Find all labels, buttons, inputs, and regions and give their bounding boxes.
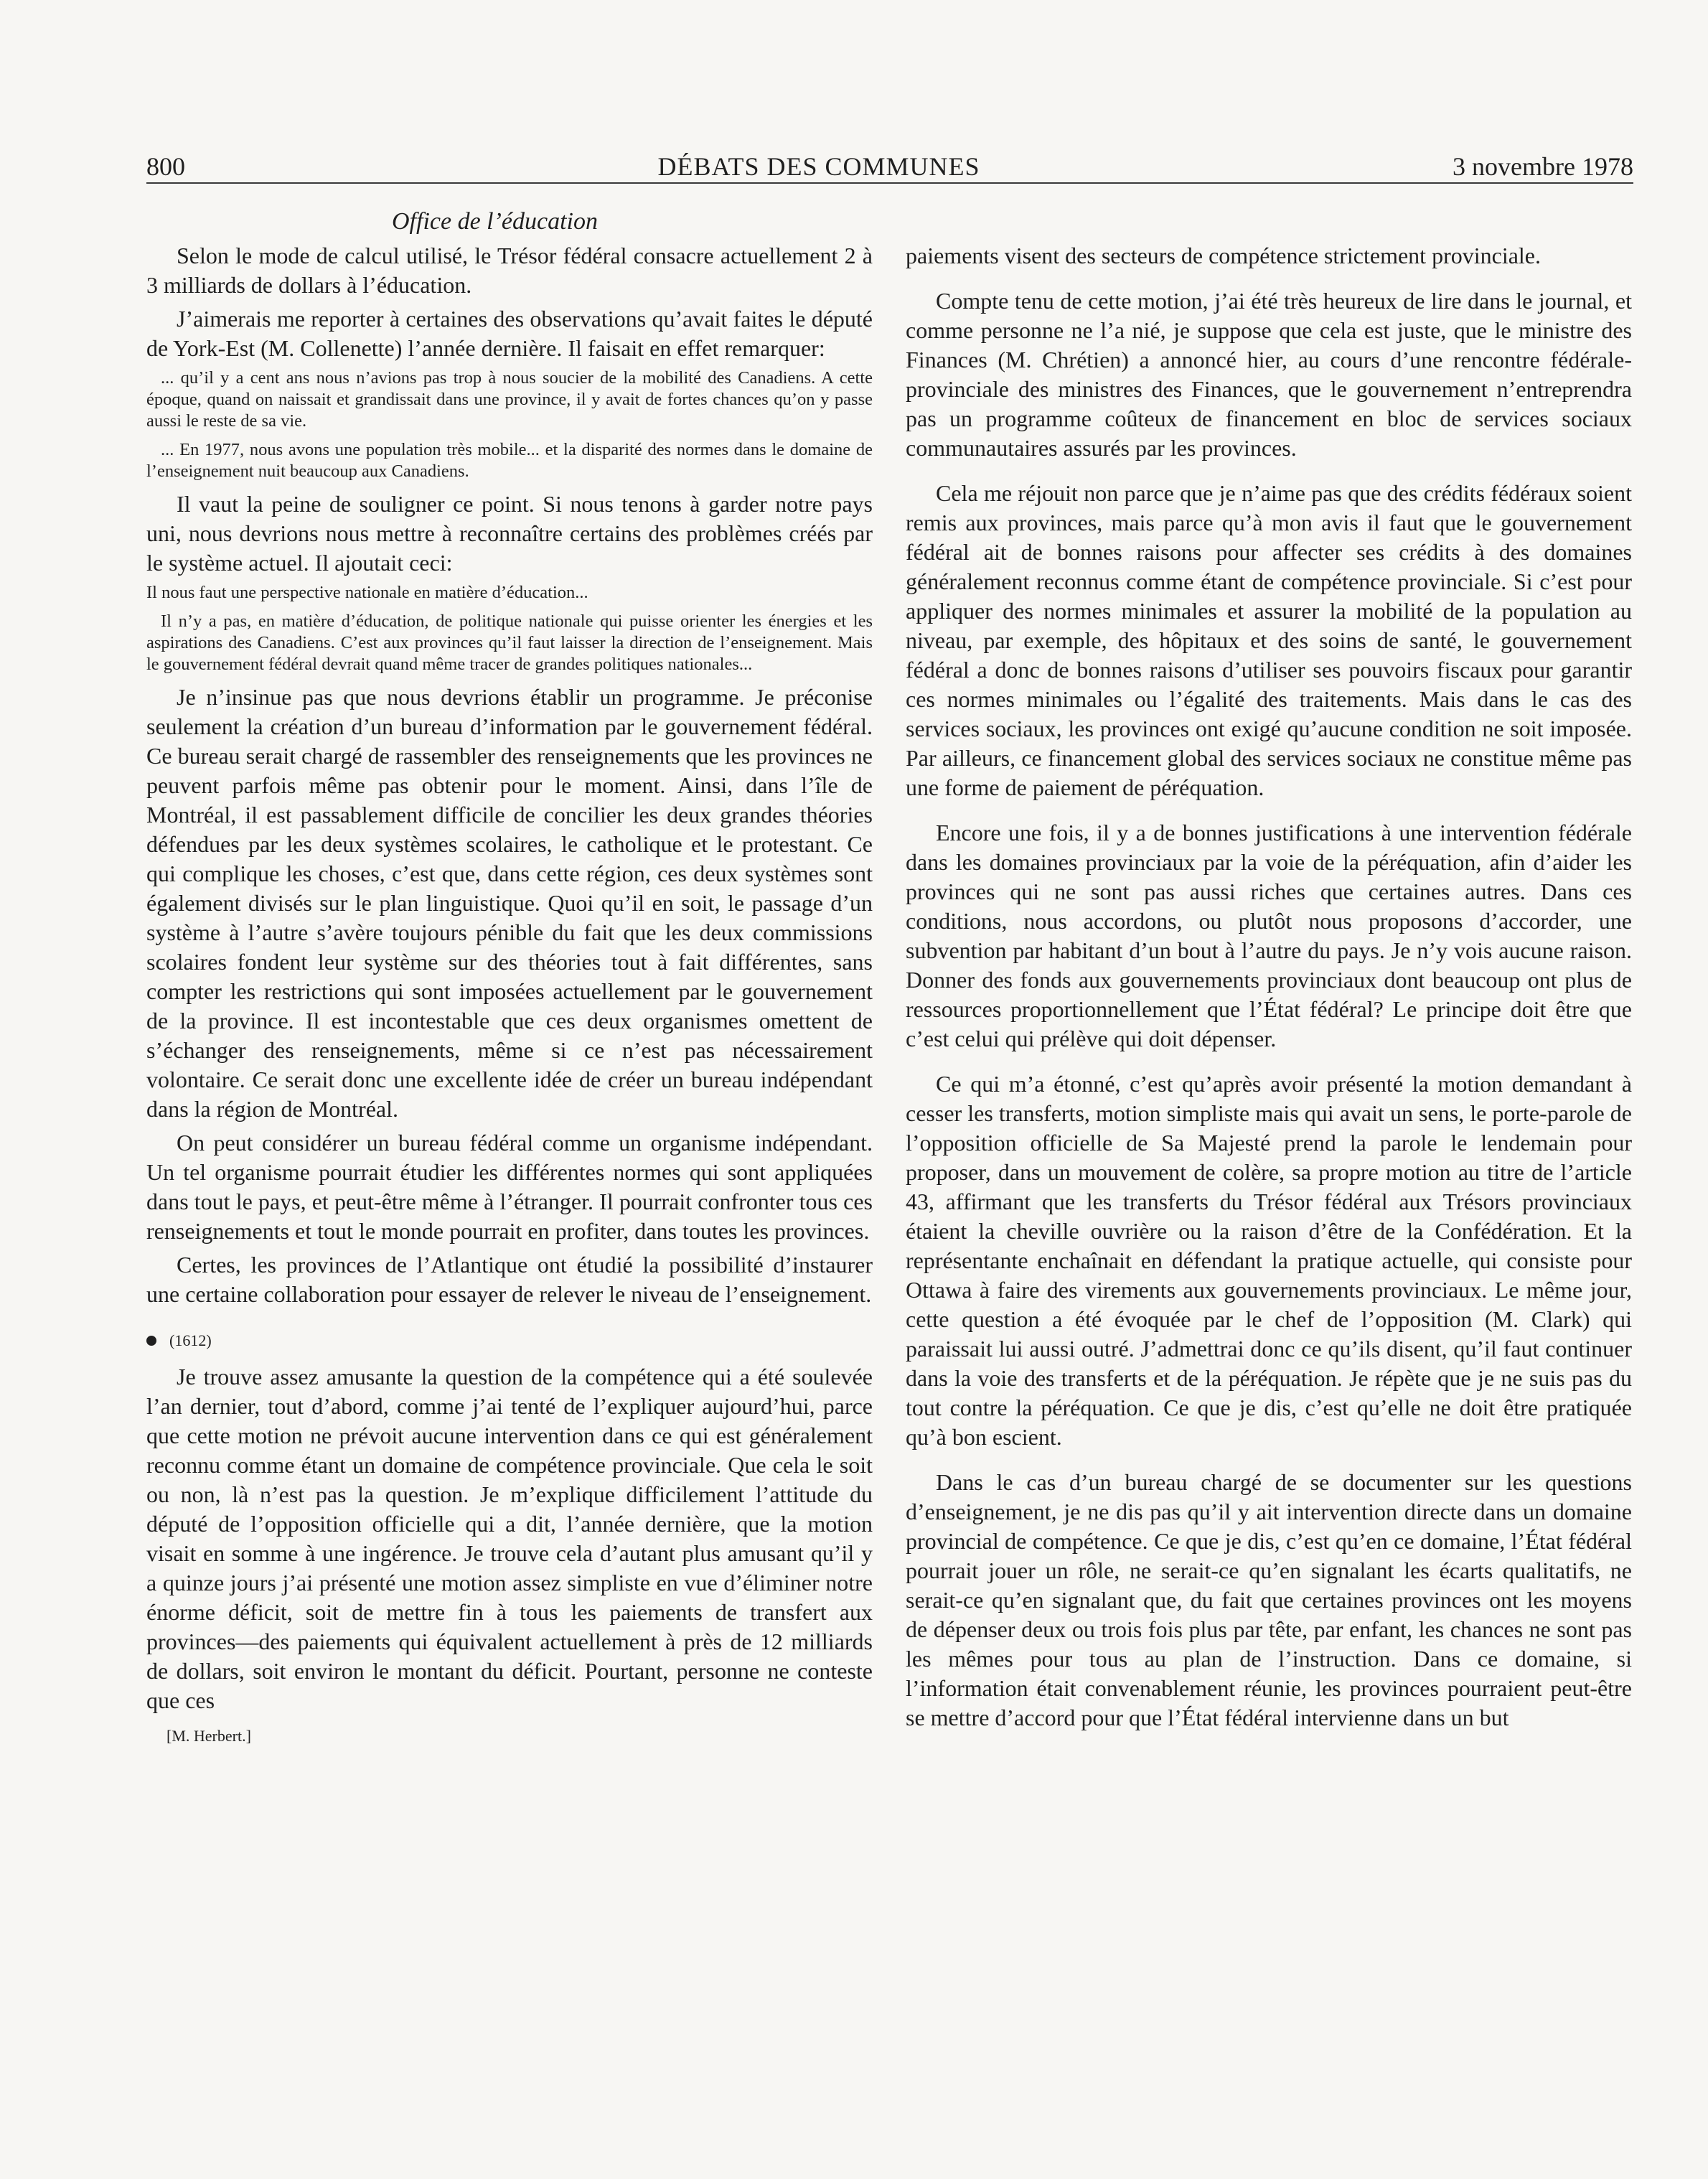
block-quote: ... En 1977, nous avons une population très mobile... et la disparité des normes dans le domaine de l’enseignement nuit beaucoup aux Canadiens.	[146, 440, 873, 481]
paragraph: Dans le cas d’un bureau chargé de se documenter sur les questions d’enseignement, je ne dis pas qu’il y ait intervention directe dans un domaine provincial de compétence. Ce que je dis, c’est qu’en ce domaine, l’État fédéral pourrait jouer un rôle, ne serait-ce qu’en signalant les écarts qualitatifs, ne serait-ce qu’en signalant que, du fait que certaines provinces ont les moyens de dépenser deux ou trois fois plus par tête, par enfant, les chances ne sont pas les mêmes pour tous au plan de l’instruction. Dans ce domaine, si l’information était convenablement réunie, les provinces pourraient peut-être se mettre d’accord pour que l’État fédéral intervienne dans un but	[906, 1469, 1632, 1730]
right-column	[906, 241, 1632, 1748]
paragraph: Compte tenu de cette motion, j’ai été très heureux de lire dans le journal, et comme personne ne l’a nié, je suppose que cela est juste, que le ministre des Finances (M. Chrétien) a annoncé hier, au cours d’une rencontre fédérale-provinciale des ministres des Finances, que le gouvernement n’entreprendra pas un programme coûteux de financement en bloc de services sociaux communautaires assurés par les provinces.	[906, 288, 1632, 461]
block-quote: Il n’y a pas, en matière d’éducation, de politique nationale qui puisse orienter les énergies et les aspirations des Canadiens. C’est aux provinces qu’il faut laisser la direction de l’enseignement. Mais le gouvernement fédéral devrait quand même tracer de grandes politiques nationales...	[146, 611, 873, 674]
bullet-icon	[146, 1336, 156, 1346]
page-number: 800	[146, 152, 185, 181]
publication-date: 3 novembre 1978	[1453, 152, 1633, 181]
time-marker	[146, 1325, 873, 1356]
paragraph: Il vaut la peine de souligner ce point. Si nous tenons à garder notre pays uni, nous devrions nous mettre à reconnaître certains des problèmes créés par le système actuel. Il ajoutait ceci:	[146, 491, 873, 576]
paragraph: Encore une fois, il y a de bonnes justifications à une intervention fédérale dans les domaines provinciaux par la voie de la péréquation, afin d’aider les provinces qui ne sont pas aussi riches que certaines autres. Dans ces conditions, nous accordons, ou plutôt nous proposons d’accorder, une subvention par habitant d’un bout à l’autre du pays. Je n’y vois aucune raison. Donner des fonds aux gouvernements provinciaux dont beaucoup ont plus de ressources proportionnellement que l’État fédéral? Le principe doit être que c’est celui qui prélève qui doit dépenser.	[906, 820, 1632, 1051]
page-header	[146, 149, 1633, 184]
paragraph: Je trouve assez amusante la question de la compétence qui a été soulevée l’an dernier, tout d’abord, comme j’ai tenté de l’expliquer aujourd’hui, parce que cette motion ne prévoit aucune intervention dans ce qui est généralement reconnu comme étant un domaine de compétence provinciale. Que cela le soit ou non, là n’est pas la question. Je m’explique difficilement l’attitude du député de l’opposition officielle qui a dit, l’année dernière, que la motion visait en somme à une ingérence. Je trouve cela d’autant plus amusant qu’il y a quinze jours j’ai présenté une motion assez simpliste en vue d’éliminer notre énorme déficit, soit de mettre fin à tous les paiements de transfert aux provinces—des paiements qui équivalent actuellement à près de 12 milliards de dollars, soit environ le montant du déficit. Pourtant, personne ne conteste que ces	[146, 1364, 873, 1713]
paragraph: Ce qui m’a étonné, c’est qu’après avoir présenté la motion demandant à cesser les transferts, motion simpliste mais qui avait un sens, le porte-parole de l’opposition officielle de Sa Majesté prend la parole le lendemain pour proposer, dans un mouvement de colère, sa propre motion au titre de l’article 43, affirmant que les transferts du Trésor fédéral aux Trésors provinciaux étaient la cheville ouvrière ou la raison d’être de la Confédération. Et la représentante enchaînait en défendant la pratique actuelle, qui consiste pour Ottawa à faire des virements aux gouvernements provinciaux. Le même jour, cette question a été évoquée par le chef de l’opposition (M. Clark) qui paraissait lui aussi outré. J’admettrai donc ce qu’ils disent, qu’il faut continuer dans la voie des transferts et de la péréquation. Je répète que je ne suis pas du tout contre la péréquation. Ce que je dis, c’est qu’elle ne doit être pratiquée qu’à bon escient.	[906, 1071, 1632, 1450]
paragraph: Selon le mode de calcul utilisé, le Trésor fédéral consacre actuellement 2 à 3 milliards de dollars à l’éducation.	[146, 243, 873, 298]
speaker-label: [M. Herbert.]	[166, 1727, 251, 1745]
publication-title: DÉBATS DES COMMUNES	[657, 152, 980, 181]
time-marker-label: (1612)	[169, 1331, 212, 1349]
paragraph: On peut considérer un bureau fédéral comme un organisme indépendant. Un tel organisme pourrait étudier les différentes normes qui sont appliquées dans tout le pays, et peut-être même à l’étranger. Il pourrait confronter tous ces renseignements et tout le monde pourrait en profiter, dans toutes les provinces.	[146, 1130, 873, 1244]
paragraph: Je n’insinue pas que nous devrions établir un programme. Je préconise seulement la création d’un bureau d’information par le gouvernement fédéral. Ce bureau serait chargé de rassembler des renseignements que les provinces ne peuvent parfois même pas obtenir pour le moment. Ainsi, dans l’île de Montréal, il est passablement difficile de concilier les deux grandes théories défendues par les deux systèmes scolaires, le catholique et le protestant. Ce qui complique les choses, c’est que, dans cette région, ces deux systèmes sont également divisés sur le plan linguistique. Quoi qu’il en soit, le passage d’un système à l’autre s’avère toujours pénible du fait que les deux commissions scolaires fondent leur système sur des théories tout à fait différentes, sans compter les restrictions qui sont imposées actuellement par le gouvernement de la province. Il est incontestable que ces deux organismes omettent de s’échanger des renseignements, même si ce n’est pas nécessairement volontaire. Ce serait donc une excellente idée de créer un bureau indépendant dans la région de Montréal.	[146, 684, 873, 1122]
paragraph: J’aimerais me reporter à certaines des observations qu’avait faites le député de York-Est (M. Collenette) l’année dernière. Il faisait en effet remarquer:	[146, 306, 873, 361]
paragraph: paiements visent des secteurs de compétence strictement provinciale.	[906, 243, 1541, 268]
paragraph: Certes, les provinces de l’Atlantique ont étudié la possibilité d’instaurer une certaine collaboration pour essayer de relever le niveau de l’enseignement.	[146, 1252, 873, 1307]
left-column	[146, 205, 873, 1748]
paragraph: Cela me réjouit non parce que je n’aime pas que des crédits fédéraux soient remis aux provinces, mais parce qu’à mon avis il faut que le gouvernement fédéral ait de bonnes raisons pour affecter ses crédits à des domaines généralement reconnus comme étant de compétence provinciale. Si c’est pour appliquer des normes minimales et assurer la mobilité de la population au niveau, par exemple, des hôpitaux et des soins de santé, le gouvernement fédéral a donc de bonnes raisons d’utiliser ses pouvoirs fiscaux pour garantir ces normes minimales ou l’égalité des traitements. Mais dans le cas des services sociaux, les provinces ont exigé qu’aucune condition ne soit imposée. Par ailleurs, ce financement global des services sociaux ne constitue même pas une forme de paiement de péréquation.	[906, 480, 1632, 800]
section-heading: Office de l’éducation	[392, 208, 599, 235]
header-rule	[146, 182, 1633, 184]
block-quote: Il nous faut une perspective nationale en matière d’éducation...	[146, 583, 588, 602]
block-quote: ... qu’il y a cent ans nous n’avions pas trop à nous soucier de la mobilité des Canadiens. A cette époque, quand on naissait et grandissait dans une province, il y avait de fortes chances qu’on y passe aussi le reste de sa vie.	[146, 368, 873, 431]
